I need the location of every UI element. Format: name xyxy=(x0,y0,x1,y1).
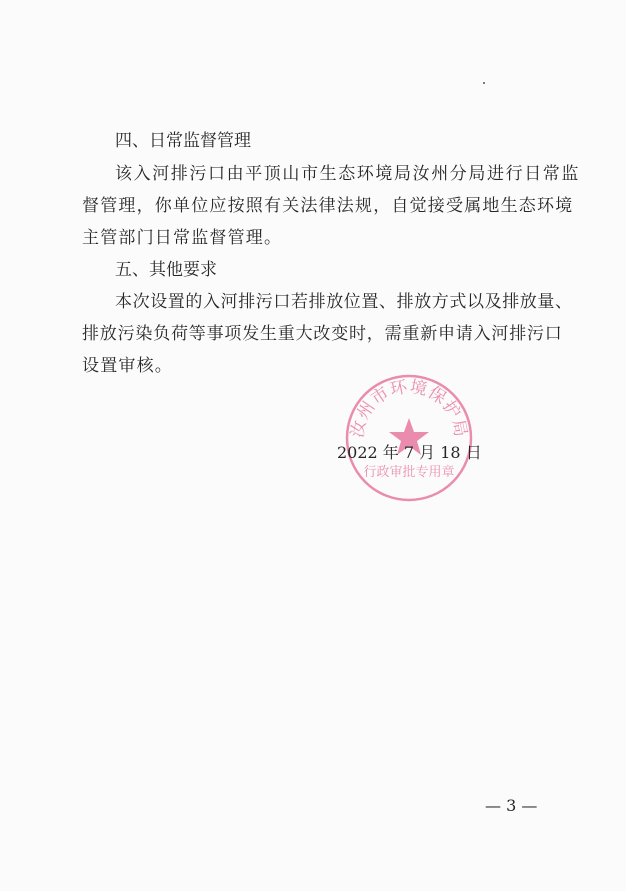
section-heading-other-requirements: 五、其他要求 xyxy=(115,260,217,280)
paragraph-line: 本次设置的入河排污口若排放位置、排放方式以及排放量、 xyxy=(115,292,573,312)
section-heading-supervision: 四、日常监督管理 xyxy=(115,131,251,151)
paragraph-line: 主管部门日常监督管理。 xyxy=(82,228,283,248)
paragraph-line: 督管理，你单位应按照有关法律法规，自觉接受属地生态环境 xyxy=(82,196,574,216)
paragraph-line: 设置审核。 xyxy=(82,356,173,376)
seal-arc-text: 汝州市环境保护局 xyxy=(347,376,471,440)
paragraph-line: 排放污染负荷等事项发生重大改变时，需重新申请入河排污口 xyxy=(82,324,563,344)
paragraph-line: 该入河排污口由平顶山市生态环境局汝州分局进行日常监 xyxy=(115,164,580,184)
issue-date: 2022 年 7 月 18 日 xyxy=(337,443,482,462)
official-seal xyxy=(343,372,475,504)
scan-speck xyxy=(483,82,485,84)
seal-bottom-text: 行政审批专用章 xyxy=(363,465,455,480)
page-number: — 3 — xyxy=(485,796,538,815)
